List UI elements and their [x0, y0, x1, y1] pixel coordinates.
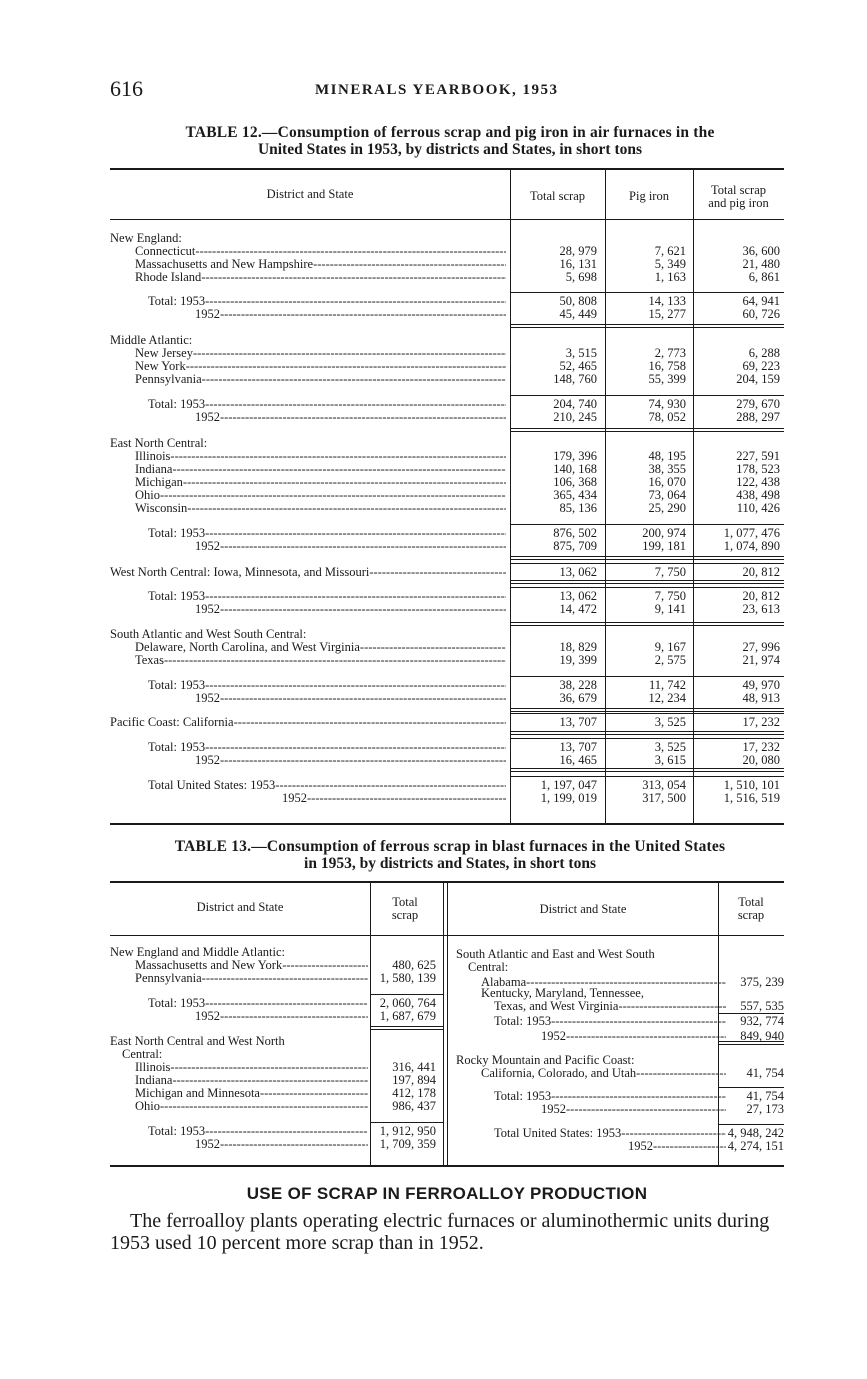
- double-rule: [510, 708, 784, 709]
- row-label: Total: 1953 -----: [148, 398, 506, 411]
- cell-value: 7, 621: [654, 244, 686, 258]
- double-rule: [510, 431, 784, 432]
- table-row: [456, 1067, 784, 1080]
- cell-value: 199, 181: [642, 539, 686, 553]
- row-label: Massachusetts and New Hampshire -----: [135, 258, 506, 271]
- double-rule: [370, 1026, 443, 1027]
- sum-rule: [510, 395, 784, 396]
- row-label: Indiana -----: [135, 463, 506, 476]
- cell-value: 38, 355: [648, 462, 686, 476]
- cell-value: 74, 930: [648, 397, 686, 411]
- row-label: Total: 1953 -----: [494, 1015, 726, 1028]
- cell-value: 21, 480: [742, 257, 780, 271]
- row-label: 1952 -----: [195, 603, 506, 616]
- row-label: Kentucky, Maryland, Tennessee,: [481, 987, 644, 1000]
- cell-value: 16, 758: [648, 359, 686, 373]
- cell-value: 69, 223: [742, 359, 780, 373]
- row-label: Total United States: 1953 -----: [148, 779, 506, 792]
- row-label: New England:: [110, 232, 182, 245]
- table-row: [456, 1140, 784, 1153]
- table13-col-scrap-left: [370, 896, 440, 922]
- row-label: Middle Atlantic:: [110, 334, 193, 347]
- row-label: Total: 1953 -----: [148, 741, 506, 754]
- cell-value: 73, 064: [648, 488, 686, 502]
- sum-rule: [510, 776, 784, 777]
- cell-value: 20, 812: [742, 565, 780, 579]
- cell-value: 78, 052: [648, 410, 686, 424]
- double-rule: [510, 556, 784, 557]
- row-label: Ohio -----: [135, 489, 506, 502]
- cell-value: 13, 062: [559, 565, 597, 579]
- table-row: [456, 961, 784, 974]
- cell-value: 13, 707: [559, 715, 597, 729]
- row-label: Ohio -----: [135, 1100, 368, 1113]
- cell-value: 52, 465: [559, 359, 597, 373]
- row-label: Total: 1953 -----: [148, 295, 506, 308]
- sum-rule: [510, 713, 784, 714]
- table12-col-total-line1: Total scrap: [710, 183, 766, 197]
- table13-col-district-left: District and State: [196, 900, 284, 914]
- table-row: [456, 1054, 784, 1067]
- table-row: [110, 271, 784, 284]
- cell-value: 148, 760: [553, 372, 597, 386]
- cell-value: 50, 808: [559, 294, 597, 308]
- cell-value: 1, 516, 519: [723, 791, 780, 805]
- table13-divider: [447, 881, 448, 1165]
- sum-rule: [510, 676, 784, 677]
- table13-caption-line1: TABLE 13.—Consumption of ferrous scrap in blast furnaces in the United States: [174, 838, 726, 855]
- row-label: Alabama -----: [481, 976, 726, 989]
- cell-value: 375, 239: [740, 975, 784, 989]
- cell-value: 17, 232: [742, 740, 780, 754]
- cell-value: 13, 062: [559, 589, 597, 603]
- running-title: MINERALS YEARBOOK, 1953: [315, 82, 559, 98]
- double-rule: [510, 324, 784, 325]
- sum-rule: [718, 1124, 784, 1125]
- row-label: 1952 -----: [282, 792, 506, 805]
- cell-value: 18, 829: [559, 640, 597, 654]
- cell-value: 12, 234: [648, 691, 686, 705]
- cell-value: 49, 970: [742, 678, 780, 692]
- table13-caption: [110, 838, 790, 872]
- table12-caption: [110, 124, 790, 158]
- row-label: Delaware, North Carolina, and West Virginia -----: [135, 641, 506, 654]
- body-paragraph: The ferroalloy plants operating electric furnaces or aluminothermic units during 1953 used 10 percent more scrap than in 1952.: [110, 1210, 770, 1254]
- cell-value: 25, 290: [648, 501, 686, 515]
- row-label: Massachusetts and New York -----: [135, 959, 368, 972]
- sum-rule: [510, 292, 784, 293]
- row-label: 1952 -----: [195, 1010, 368, 1023]
- cell-value: 1, 074, 890: [723, 539, 780, 553]
- table13-col-scrap-left-l2: scrap: [391, 908, 419, 922]
- table12-caption-line1: TABLE 12.—Consumption of ferrous scrap and pig iron in air furnaces in the: [185, 124, 715, 141]
- double-rule: [510, 771, 784, 772]
- cell-value: 16, 070: [648, 475, 686, 489]
- cell-value: 875, 709: [553, 539, 597, 553]
- double-rule: [510, 622, 784, 623]
- table-row: [110, 792, 784, 805]
- table-row: [110, 603, 784, 616]
- cell-value: 1, 709, 359: [379, 1137, 436, 1151]
- cell-value: 106, 368: [553, 475, 597, 489]
- cell-value: 14, 133: [648, 294, 686, 308]
- row-label: Rhode Island -----: [135, 271, 506, 284]
- cell-value: 1, 912, 950: [379, 1124, 436, 1138]
- cell-value: 20, 812: [742, 589, 780, 603]
- double-rule: [510, 625, 784, 626]
- row-label: 1952 -----: [195, 411, 506, 424]
- row-label: Total: 1953 -----: [494, 1090, 726, 1103]
- cell-value: 48, 195: [648, 449, 686, 463]
- sum-rule: [510, 563, 784, 564]
- row-label: 1952 -----: [195, 1138, 368, 1151]
- cell-value: 11, 742: [648, 678, 686, 692]
- cell-value: 9, 141: [654, 602, 686, 616]
- sum-rule: [510, 524, 784, 525]
- row-label: New England and Middle Atlantic:: [110, 946, 285, 959]
- row-label: California, Colorado, and Utah -----: [481, 1067, 726, 1080]
- table13-col-district-right: District and State: [539, 902, 627, 916]
- cell-value: 6, 861: [748, 270, 780, 284]
- row-label: Central:: [122, 1048, 163, 1061]
- table-row: [110, 502, 784, 515]
- row-label: South Atlantic and West South Central:: [110, 628, 307, 641]
- table13-bottom-rule: [110, 1165, 784, 1167]
- table-row: [110, 308, 784, 321]
- cell-value: 412, 178: [392, 1086, 436, 1100]
- cell-value: 140, 168: [553, 462, 597, 476]
- cell-value: 1, 510, 101: [723, 778, 780, 792]
- double-rule: [510, 583, 784, 584]
- sum-rule: [718, 1013, 784, 1014]
- cell-value: 480, 625: [392, 958, 436, 972]
- double-rule: [510, 734, 784, 735]
- cell-value: 38, 228: [559, 678, 597, 692]
- double-rule: [510, 711, 784, 712]
- cell-value: 204, 740: [553, 397, 597, 411]
- cell-value: 7, 750: [654, 565, 686, 579]
- table13-caption-line2: in 1953, by districts and States, in short tons: [304, 855, 596, 872]
- row-label: South Atlantic and East and West South: [456, 948, 655, 961]
- cell-value: 313, 054: [642, 778, 686, 792]
- row-label: Total: 1953 -----: [148, 527, 506, 540]
- cell-value: 1, 687, 679: [379, 1009, 436, 1023]
- row-label: New Jersey -----: [135, 347, 506, 360]
- table-row: [456, 948, 784, 961]
- table12-header-rule: [110, 219, 784, 220]
- sum-rule: [718, 1087, 784, 1088]
- cell-value: 16, 465: [559, 753, 597, 767]
- cell-value: 210, 245: [553, 410, 597, 424]
- row-label: Pennsylvania -----: [135, 972, 368, 985]
- cell-value: 28, 979: [559, 244, 597, 258]
- cell-value: 27, 996: [742, 640, 780, 654]
- cell-value: 876, 502: [553, 526, 597, 540]
- table12-caption-line2: United States in 1953, by districts and States, in short tons: [257, 141, 643, 158]
- cell-value: 316, 441: [392, 1060, 436, 1074]
- row-label: Michigan -----: [135, 476, 506, 489]
- cell-value: 110, 426: [736, 501, 780, 515]
- row-label: Connecticut -----: [135, 245, 506, 258]
- table13-col-scrap-right-l2: scrap: [737, 908, 765, 922]
- cell-value: 197, 894: [392, 1073, 436, 1087]
- row-label: West North Central: Iowa, Minnesota, and Missouri -----: [110, 566, 506, 579]
- cell-value: 557, 535: [740, 999, 784, 1013]
- table-row: [110, 716, 784, 729]
- row-label: Total: 1953 -----: [148, 997, 368, 1010]
- cell-value: 6, 288: [748, 346, 780, 360]
- cell-value: 19, 399: [559, 653, 597, 667]
- row-label: Michigan and Minnesota -----: [135, 1087, 368, 1100]
- table13-col-scrap-left-l1: Total: [392, 895, 418, 909]
- cell-value: 13, 707: [559, 740, 597, 754]
- cell-value: 36, 600: [742, 244, 780, 258]
- cell-value: 14, 472: [559, 602, 597, 616]
- cell-value: 1, 197, 047: [540, 778, 597, 792]
- table-row: [456, 1015, 784, 1028]
- row-label: Total: 1953 -----: [148, 679, 506, 692]
- cell-value: 15, 277: [648, 307, 686, 321]
- cell-value: 64, 941: [742, 294, 780, 308]
- cell-value: 3, 615: [654, 753, 686, 767]
- sum-rule: [510, 587, 784, 588]
- sum-rule: [370, 1122, 443, 1123]
- cell-value: 60, 726: [742, 307, 780, 321]
- row-label: Total: 1953 -----: [148, 1125, 368, 1138]
- table-row: [456, 987, 784, 1000]
- cell-value: 16, 131: [559, 257, 597, 271]
- cell-value: 4, 948, 242: [727, 1126, 784, 1140]
- cell-value: 27, 173: [746, 1102, 784, 1116]
- cell-value: 21, 974: [742, 653, 780, 667]
- cell-value: 122, 438: [736, 475, 780, 489]
- table-row: [456, 1103, 784, 1116]
- cell-value: 204, 159: [736, 372, 780, 386]
- row-label: Total United States: 1953 -----: [494, 1127, 726, 1140]
- cell-value: 1, 077, 476: [723, 526, 780, 540]
- table12-col-total: [693, 184, 784, 210]
- sum-rule: [510, 738, 784, 739]
- cell-value: 4, 274, 151: [727, 1139, 784, 1153]
- row-label: Rocky Mountain and Pacific Coast:: [456, 1054, 635, 1067]
- row-label: 1952 -----: [628, 1140, 726, 1153]
- table-row: [110, 692, 784, 705]
- cell-value: 986, 437: [392, 1099, 436, 1113]
- double-rule: [510, 428, 784, 429]
- table12-col-pig: Pig iron: [629, 189, 669, 203]
- double-rule: [510, 768, 784, 769]
- table-row: [456, 1090, 784, 1103]
- double-rule: [718, 1041, 784, 1042]
- row-label: 1952 -----: [541, 1030, 726, 1043]
- cell-value: 5, 349: [654, 257, 686, 271]
- cell-value: 55, 399: [648, 372, 686, 386]
- cell-value: 288, 297: [736, 410, 780, 424]
- table12: [110, 168, 784, 828]
- double-rule: [370, 1029, 443, 1030]
- cell-value: 48, 913: [742, 691, 780, 705]
- row-label: 1952 -----: [195, 540, 506, 553]
- row-label: New York -----: [135, 360, 506, 373]
- cell-value: 279, 670: [736, 397, 780, 411]
- cell-value: 20, 080: [742, 753, 780, 767]
- cell-value: 41, 754: [746, 1089, 784, 1103]
- table-row: [110, 654, 784, 667]
- cell-value: 438, 498: [736, 488, 780, 502]
- row-label: Total: 1953 -----: [148, 590, 506, 603]
- cell-value: 36, 679: [559, 691, 597, 705]
- row-label: East North Central:: [110, 437, 208, 450]
- cell-value: 2, 060, 764: [379, 996, 436, 1010]
- cell-value: 1, 199, 019: [540, 791, 597, 805]
- cell-value: 17, 232: [742, 715, 780, 729]
- cell-value: 2, 575: [654, 653, 686, 667]
- table-row: [110, 540, 784, 553]
- double-rule: [510, 559, 784, 560]
- double-rule: [510, 731, 784, 732]
- table-row: [110, 566, 784, 579]
- cell-value: 849, 940: [740, 1029, 784, 1043]
- row-label: Illinois -----: [135, 450, 506, 463]
- row-label: Indiana -----: [135, 1074, 368, 1087]
- table12-col-total-line2: and pig iron: [708, 196, 769, 210]
- section-title: USE OF SCRAP IN FERROALLOY PRODUCTION: [246, 1184, 648, 1203]
- cell-value: 932, 774: [740, 1014, 784, 1028]
- double-rule: [510, 327, 784, 328]
- cell-value: 3, 515: [565, 346, 597, 360]
- table-row: [110, 373, 784, 386]
- table12-bottom-rule: [110, 823, 784, 825]
- table13-col-scrap-right: [718, 896, 784, 922]
- cell-value: 41, 754: [746, 1066, 784, 1080]
- row-label: Texas, and West Virginia -----: [494, 1000, 726, 1013]
- row-label: Texas -----: [135, 654, 506, 667]
- cell-value: 5, 698: [565, 270, 597, 284]
- table-row: [110, 411, 784, 424]
- table13: [110, 881, 784, 1171]
- cell-value: 178, 523: [736, 462, 780, 476]
- row-label: 1952 -----: [195, 692, 506, 705]
- table13-col-scrap-right-l1: Total: [738, 895, 764, 909]
- cell-value: 317, 500: [642, 791, 686, 805]
- row-label: 1952 -----: [541, 1103, 726, 1116]
- cell-value: 2, 773: [654, 346, 686, 360]
- sum-rule: [370, 994, 443, 995]
- cell-value: 1, 163: [654, 270, 686, 284]
- table13-divider: [443, 881, 444, 1165]
- row-label: East North Central and West North: [110, 1035, 285, 1048]
- cell-value: 85, 136: [559, 501, 597, 515]
- cell-value: 9, 167: [654, 640, 686, 654]
- cell-value: 3, 525: [654, 740, 686, 754]
- page-header: [110, 76, 790, 106]
- table-row: [110, 754, 784, 767]
- page-number: 616: [110, 76, 143, 101]
- cell-value: 7, 750: [654, 589, 686, 603]
- cell-value: 45, 449: [559, 307, 597, 321]
- cell-value: 200, 974: [642, 526, 686, 540]
- table12-top-rule: [110, 168, 784, 170]
- row-label: Central:: [468, 961, 509, 974]
- cell-value: 179, 396: [553, 449, 597, 463]
- cell-value: 23, 613: [742, 602, 780, 616]
- row-label: Illinois -----: [135, 1061, 368, 1074]
- double-rule: [510, 580, 784, 581]
- table12-col-district: District and State: [266, 187, 354, 201]
- row-label: Pennsylvania -----: [135, 373, 506, 386]
- double-rule: [718, 1044, 784, 1045]
- table12-col-scrap: Total scrap: [529, 189, 585, 203]
- cell-value: 365, 434: [553, 488, 597, 502]
- cell-value: 3, 525: [654, 715, 686, 729]
- row-label: Wisconsin -----: [135, 502, 506, 515]
- cell-value: 1, 580, 139: [379, 971, 436, 985]
- row-label: Pacific Coast: California -----: [110, 716, 506, 729]
- cell-value: 227, 591: [736, 449, 780, 463]
- row-label: 1952 -----: [195, 308, 506, 321]
- row-label: 1952 -----: [195, 754, 506, 767]
- table-row: [456, 1000, 784, 1013]
